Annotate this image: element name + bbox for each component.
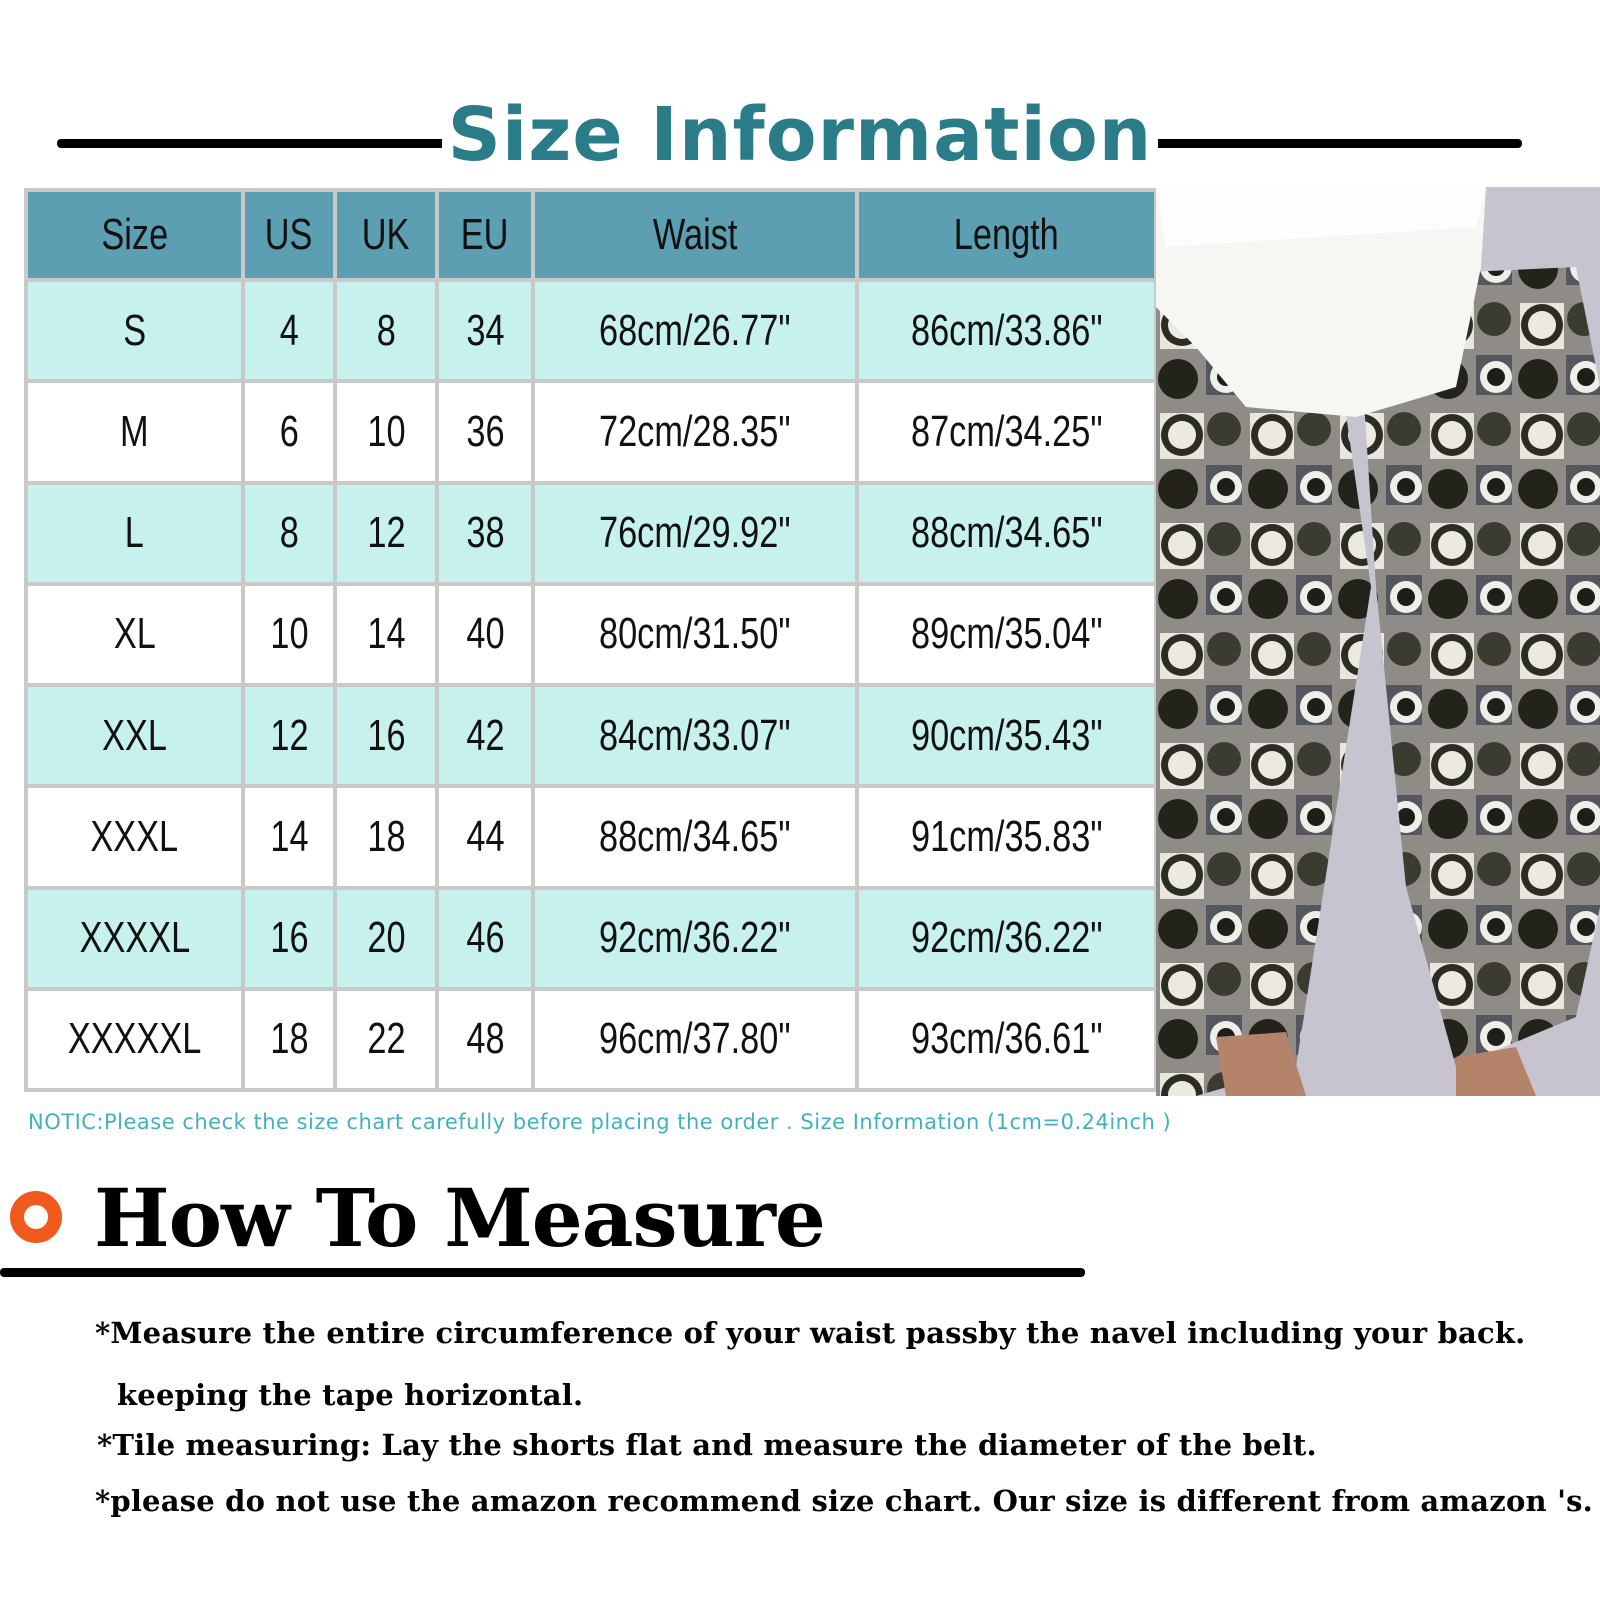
model-pants-photo [1156, 187, 1600, 1096]
table-cell-waist: 80cm/31.50" [535, 586, 855, 683]
table-cell-us: 12 [245, 687, 333, 784]
table-cell-us: 4 [245, 282, 333, 379]
table-cell-eu: 36 [439, 383, 531, 480]
size-notice: NOTIC:Please check the size chart carefully before placing the order . Size Information (1cm=0.24inch ) [28, 1110, 1172, 1134]
size-table [24, 188, 1158, 1092]
table-cell-length: 91cm/35.83" [859, 788, 1154, 885]
table-cell-uk: 22 [337, 991, 435, 1088]
table-cell-eu: 48 [439, 991, 531, 1088]
how-to-measure-heading: How To Measure [94, 1171, 825, 1265]
table-cell-eu: 34 [439, 282, 531, 379]
measure-note-waist: *Measure the entire circumference of your waist passby the navel including your back. [95, 1316, 1526, 1350]
table-cell-length: 86cm/33.86" [859, 282, 1154, 379]
table-row [28, 383, 1154, 480]
table-cell-size: XXL [28, 687, 241, 784]
table-cell-uk: 12 [337, 485, 435, 582]
measure-note-waist-cont: keeping the tape horizontal. [117, 1378, 584, 1412]
size-table-header-row [28, 192, 1154, 278]
table-cell-us: 18 [245, 991, 333, 1088]
table-cell-eu: 40 [439, 586, 531, 683]
table-cell-size: XXXXXL [28, 991, 241, 1088]
table-cell-waist: 96cm/37.80" [535, 991, 855, 1088]
heading-underline [0, 1268, 1085, 1277]
table-row [28, 788, 1154, 885]
table-row [28, 890, 1154, 987]
page-title [0, 92, 1600, 178]
table-row [28, 485, 1154, 582]
table-cell-size: XL [28, 586, 241, 683]
page-title-text: Size Information [442, 92, 1159, 178]
table-cell-us: 16 [245, 890, 333, 987]
header-waist: Waist [535, 192, 855, 278]
table-row [28, 687, 1154, 784]
table-row [28, 586, 1154, 683]
table-cell-us: 6 [245, 383, 333, 480]
header-length: Length [859, 192, 1154, 278]
table-cell-length: 88cm/34.65" [859, 485, 1154, 582]
table-cell-waist: 88cm/34.65" [535, 788, 855, 885]
table-cell-length: 90cm/35.43" [859, 687, 1154, 784]
orange-ring-icon [10, 1191, 62, 1243]
table-cell-length: 87cm/34.25" [859, 383, 1154, 480]
table-cell-us: 8 [245, 485, 333, 582]
table-cell-size: XXXL [28, 788, 241, 885]
table-cell-waist: 68cm/26.77" [535, 282, 855, 379]
table-cell-eu: 38 [439, 485, 531, 582]
table-cell-uk: 16 [337, 687, 435, 784]
table-cell-waist: 92cm/36.22" [535, 890, 855, 987]
table-cell-eu: 42 [439, 687, 531, 784]
table-cell-waist: 72cm/28.35" [535, 383, 855, 480]
table-cell-waist: 76cm/29.92" [535, 485, 855, 582]
table-cell-uk: 14 [337, 586, 435, 683]
measure-note-amazon: *please do not use the amazon recommend size chart. Our size is different from amazon 's. [95, 1484, 1593, 1518]
table-row [28, 282, 1154, 379]
measure-note-tile: *Tile measuring: Lay the shorts flat and measure the diameter of the belt. [97, 1428, 1317, 1462]
table-cell-us: 14 [245, 788, 333, 885]
header-size: Size [28, 192, 241, 278]
table-cell-length: 92cm/36.22" [859, 890, 1154, 987]
header-uk: UK [337, 192, 435, 278]
table-cell-uk: 20 [337, 890, 435, 987]
table-cell-size: M [28, 383, 241, 480]
table-cell-uk: 18 [337, 788, 435, 885]
table-cell-size: XXXXL [28, 890, 241, 987]
table-cell-uk: 10 [337, 383, 435, 480]
table-row [28, 991, 1154, 1088]
table-cell-length: 89cm/35.04" [859, 586, 1154, 683]
header-eu: EU [439, 192, 531, 278]
header-us: US [245, 192, 333, 278]
table-cell-size: L [28, 485, 241, 582]
table-cell-eu: 46 [439, 890, 531, 987]
table-cell-size: S [28, 282, 241, 379]
table-cell-length: 93cm/36.61" [859, 991, 1154, 1088]
table-cell-us: 10 [245, 586, 333, 683]
table-cell-uk: 8 [337, 282, 435, 379]
table-cell-waist: 84cm/33.07" [535, 687, 855, 784]
table-cell-eu: 44 [439, 788, 531, 885]
